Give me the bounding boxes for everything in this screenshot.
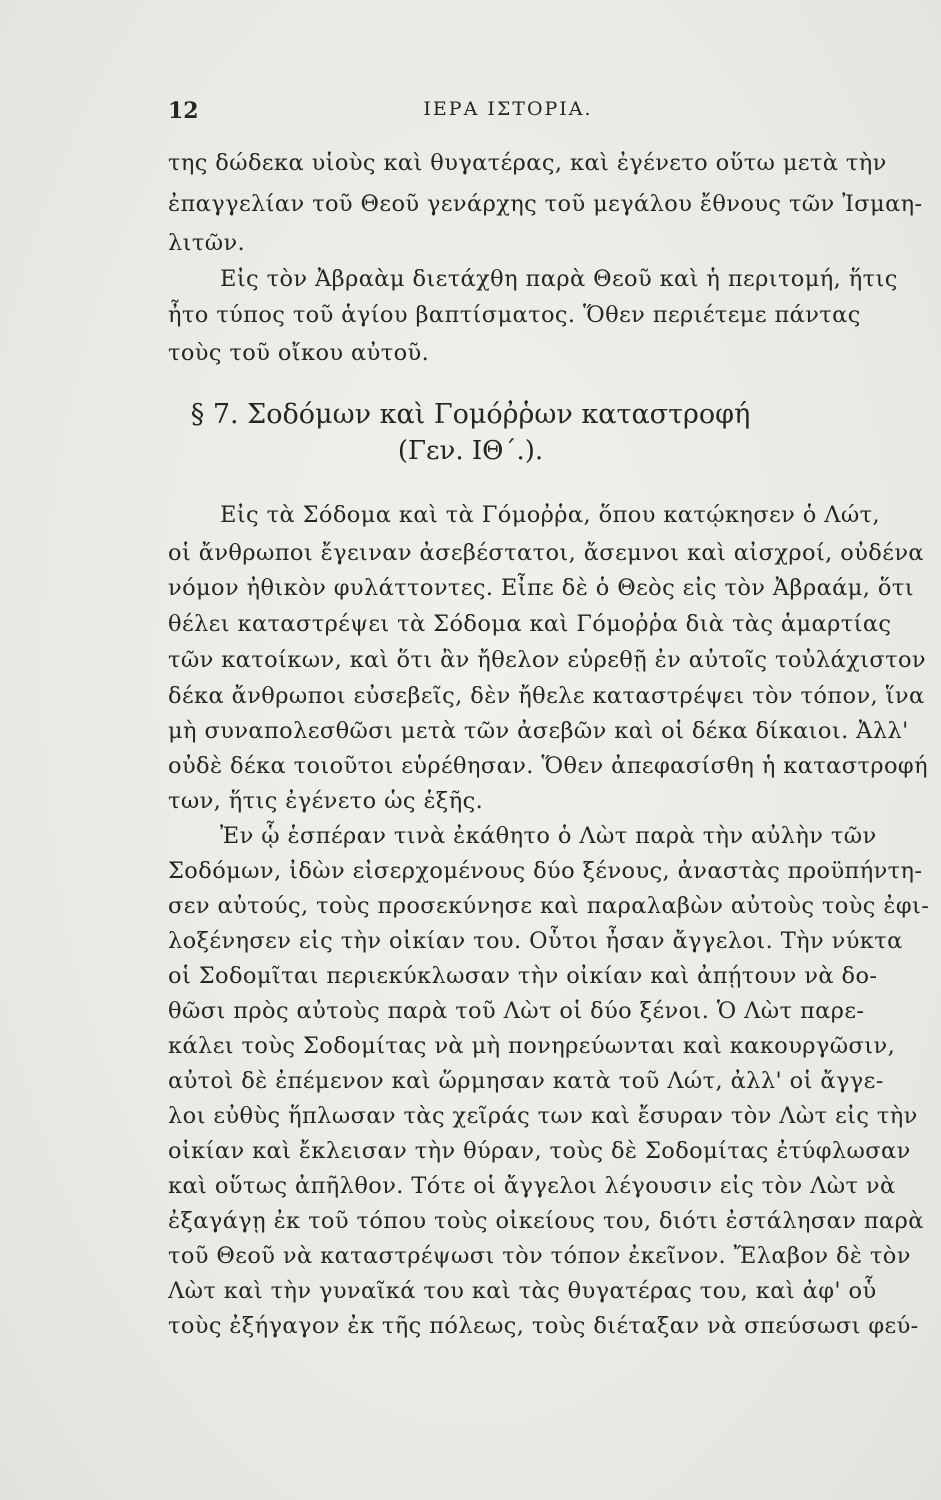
section-title: § 7. Σοδόμων καὶ Γομόῤῥων καταστροφή (190, 399, 751, 430)
text-line: καὶ οὕτως ἀπῆλθον. Τότε οἱ ἄγγελοι λέγουσιν εἰς τὸν Λὼτ νὰ (168, 1173, 896, 1199)
text-line: λοι εὐθὺς ἥπλωσαν τὰς χεῖράς των καὶ ἔσυραν τὸν Λὼτ εἰς τὴν (168, 1103, 918, 1129)
text-line: τῶν κατοίκων, καὶ ὅτι ἂν ἤθελον εὑρεθῇ ἐν αὐτοῖς τοὐλάχιστον (168, 647, 926, 673)
text-line: οὐδὲ δέκα τοιοῦτοι εὑρέθησαν. Ὅθεν ἀπεφασίσθη ἡ καταστροφή (168, 753, 928, 779)
text-line: θῶσι πρὸς αὐτοὺς παρὰ τοῦ Λὼτ οἱ δύο ξένοι. Ὁ Λὼτ παρε- (168, 998, 865, 1024)
text-line: ἦτο τύπος τοῦ ἁγίου βαπτίσματος. Ὅθεν περιέτεμε πάντας (168, 302, 861, 328)
section-subtitle: (Γεν. ΙΘ΄.). (397, 436, 544, 466)
text-line: της δώδεκα υἱοὺς καὶ θυγατέρας, καὶ ἐγένετο οὕτω μετὰ τὴν (168, 150, 887, 176)
text-line: οἰκίαν καὶ ἔκλεισαν τὴν θύραν, τοὺς δὲ Σοδομίτας ἐτύφλωσαν (168, 1138, 911, 1164)
text-line: τοὺς ἐξήγαγον ἐκ τῆς πόλεως, τοὺς διέταξαν νὰ σπεύσωσι φεύ- (168, 1313, 919, 1339)
text-line: οἱ ἄνθρωποι ἔγειναν ἀσεβέστατοι, ἄσεμνοι καὶ αἰσχροί, οὐδένα (168, 540, 924, 566)
text-line: κάλει τοὺς Σοδομίτας νὰ μὴ πονηρεύωνται καὶ κακουργῶσιν, (168, 1033, 896, 1059)
text-line: Ἐν ᾧ ἑσπέραν τινὰ ἐκάθητο ὁ Λὼτ παρὰ τὴν αὐλὴν τῶν (220, 823, 877, 849)
text-line: οἱ Σοδομῖται περιεκύκλωσαν τὴν οἰκίαν καὶ ἀπῄτουν νὰ δο- (168, 963, 878, 989)
text-line: μὴ συναπολεσθῶσι μετὰ τῶν ἀσεβῶν καὶ οἱ δέκα δίκαιοι. Ἀλλ' (168, 718, 909, 744)
text-line: νόμον ἠθικὸν φυλάττοντες. Εἶπε δὲ ὁ Θεὸς εἰς τὸν Ἀβραάμ, ὅτι (168, 575, 914, 601)
text-line: ἐξαγάγῃ ἐκ τοῦ τόπου τοὺς οἰκείους του, διότι ἐστάλησαν παρὰ (168, 1208, 924, 1234)
text-line: σεν αὐτούς, τοὺς προσεκύνησε καὶ παραλαβὼν αὐτοὺς τοὺς ἐφι- (168, 893, 930, 919)
text-line: ἐπαγγελίαν τοῦ Θεοῦ γενάρχης τοῦ μεγάλου ἔθνους τῶν Ἰσμαη- (168, 191, 923, 217)
text-line: λοξένησεν εἰς τὴν οἰκίαν του. Οὗτοι ἦσαν ἄγγελοι. Τὴν νύκτα (168, 928, 903, 954)
text-line: των, ἥτις ἐγένετο ὡς ἑξῆς. (168, 788, 484, 814)
text-line: θέλει καταστρέψει τὰ Σόδομα καὶ Γόμοῤῥα διὰ τὰς ἁμαρτίας (168, 611, 892, 637)
text-line: λιτῶν. (168, 230, 246, 256)
text-line: Λὼτ καὶ τὴν γυναῖκά του καὶ τὰς θυγατέρας του, καὶ ἀφ' οὗ (168, 1278, 877, 1304)
text-line: τοὺς τοῦ οἴκου αὐτοῦ. (168, 340, 430, 366)
text-line: τοῦ Θεοῦ νὰ καταστρέψωσι τὸν τόπον ἐκεῖνον. Ἔλαβον δὲ τὸν (168, 1243, 911, 1269)
page-number: 12 (168, 98, 199, 124)
page-header (168, 98, 848, 128)
running-title: ΙΕΡΑ ΙΣΤΟΡΙΑ. (423, 98, 593, 120)
text-line: Εἰς τὰ Σόδομα καὶ τὰ Γόμοῤῥα, ὅπου κατῴκησεν ὁ Λώτ, (220, 502, 881, 528)
text-line: αὐτοὶ δὲ ἐπέμενον καὶ ὥρμησαν κατὰ τοῦ Λώτ, ἀλλ' οἱ ἄγγε- (168, 1068, 884, 1094)
text-line: Σοδόμων, ἰδὼν εἰσερχομένους δύο ξένους, ἀναστὰς προϋπήντη- (168, 858, 923, 884)
text-line: Εἰς τὸν Ἀβραὰμ διετάχθη παρὰ Θεοῦ καὶ ἡ περιτομή, ἥτις (220, 266, 898, 292)
text-line: δέκα ἄνθρωποι εὐσεβεῖς, δὲν ἤθελε καταστρέψει τὸν τόπον, ἵνα (168, 683, 925, 709)
